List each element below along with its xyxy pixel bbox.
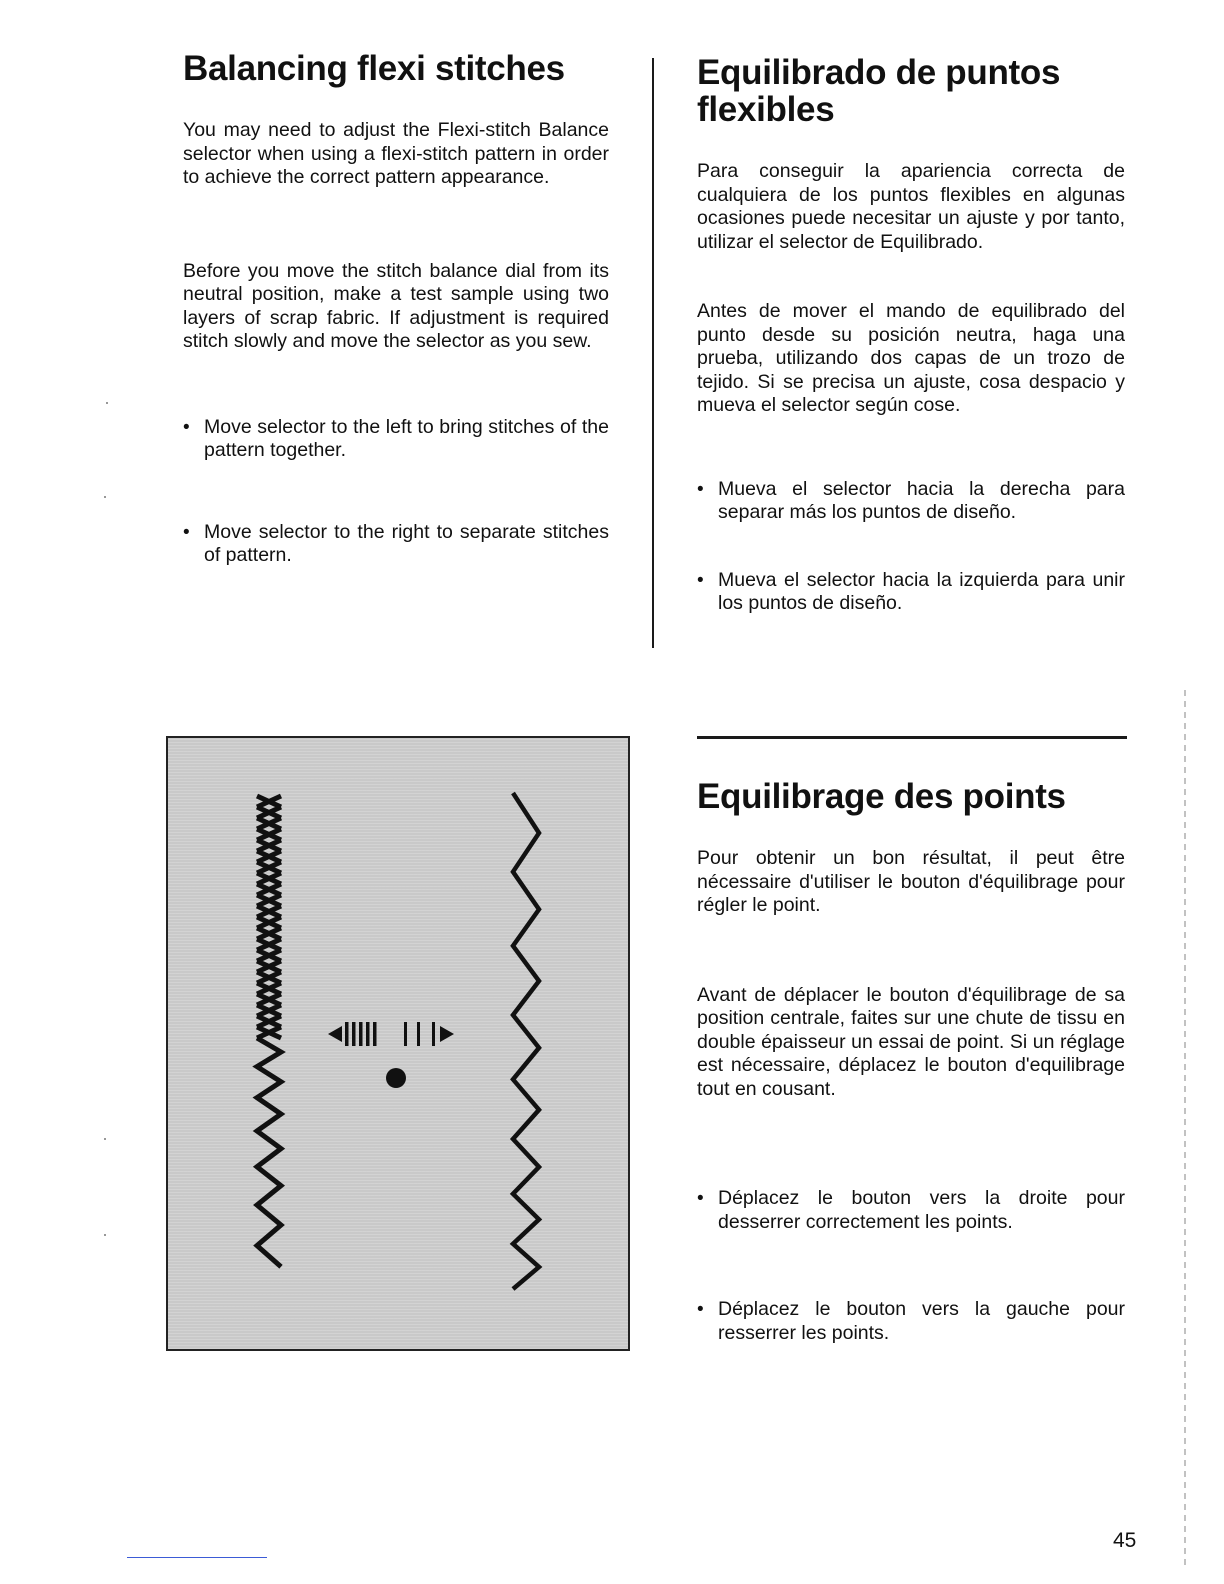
separated-stitch-pattern [513, 793, 539, 1289]
scan-speck [106, 402, 108, 404]
left-arrow-icon [328, 1026, 342, 1042]
selector-tick [352, 1022, 356, 1046]
bullet-text: Mueva el selector hacia la derecha para separar más los puntos de diseño. [718, 477, 1125, 523]
balance-selector-icon [328, 1022, 454, 1088]
bullet-marker: • [697, 569, 704, 591]
english-instructions: Before you move the stitch balance dial from its neutral position, make a test sample using two layers of scrap fabric. If adjustment is required stitch slowly and move the selector as you sew. [183, 259, 609, 352]
english-bullet-left [183, 416, 609, 463]
bullet-marker: • [183, 521, 190, 543]
english-bullet-right [183, 521, 609, 568]
scan-speck [104, 1234, 106, 1236]
spanish-intro: Para conseguir la apariencia correcta de cualquiera de los puntos flexibles en algunas ocasiones puede necesitar un ajuste y por tanto, utilizar el selector de Equilibrado. [697, 160, 1125, 253]
bullet-text: Déplacez le bouton vers la droite pour desserrer correctement les points. [718, 1187, 1125, 1233]
selector-tick [359, 1022, 363, 1046]
french-intro: Pour obtenir un bon résultat, il peut être nécessaire d'utiliser le bouton d'équilibrage pour régler le point. [697, 847, 1125, 916]
spanish-column [697, 54, 1125, 616]
page-number: 45 [1113, 1529, 1137, 1552]
selector-tick [404, 1022, 407, 1046]
section-rule [697, 736, 1127, 739]
scan-speck [104, 1138, 106, 1140]
french-bullet-left [697, 1298, 1125, 1345]
bullet-text: Move selector to the left to bring stitches of the pattern together. [204, 415, 609, 461]
bullet-marker: • [183, 416, 190, 438]
selector-tick [432, 1022, 435, 1046]
bullet-marker: • [697, 1188, 704, 1209]
bullet-marker: • [697, 478, 704, 500]
footer-line [127, 1557, 267, 1558]
compressed-stitch-pattern [257, 796, 281, 1267]
french-title: Equilibrage des points [697, 777, 1066, 816]
english-intro: You may need to adjust the Flexi-stitch Balance selector when using a flexi-stitch pattern in order to achieve the correct pattern appearance. [183, 119, 609, 188]
scan-edge-artifact [1184, 690, 1186, 1570]
selector-tick [417, 1022, 420, 1046]
stitch-line [513, 793, 539, 1289]
spanish-bullet-right [697, 478, 1125, 525]
spanish-bullet-left [697, 569, 1125, 616]
french-instructions: Avant de déplacer le bouton d'équilibrage de sa position centrale, faites sur une chute de tissu en double épaisseur un essai de point. Si un réglage est nécessaire, déplacez le bouton d'equilibrage tout en cousant. [697, 983, 1125, 1100]
bullet-marker: • [697, 1299, 704, 1320]
scan-speck [104, 496, 106, 498]
stitch-line [257, 796, 281, 1267]
english-column [183, 50, 609, 568]
bullet-text: Move selector to the right to separate stitches of pattern. [204, 520, 609, 566]
right-arrow-icon [440, 1026, 454, 1042]
selector-tick [366, 1022, 370, 1046]
english-title: Balancing flexi stitches [183, 49, 565, 88]
stitch-balance-illustration [166, 736, 630, 1351]
bullet-text: Mueva el selector hacia la izquierda para unir los puntos de diseño. [718, 568, 1125, 614]
french-column [697, 778, 1125, 1345]
spanish-title: Equilibrado de puntos flexibles [697, 53, 1061, 129]
column-divider [652, 58, 654, 648]
stitch-diagram [168, 738, 628, 1349]
selector-tick [373, 1022, 377, 1046]
spanish-instructions: Antes de mover el mando de equilibrado del punto desde su posición neutra, haga una prueba, utilizando dos capas de un trozo de tejido. Si se precisa un ajuste, cosa despacio y mueva el selector según cose. [697, 300, 1125, 416]
neutral-position-dot [386, 1068, 406, 1088]
selector-tick [345, 1022, 349, 1046]
french-bullet-right [697, 1187, 1125, 1234]
bullet-text: Déplacez le bouton vers la gauche pour resserrer les points. [718, 1298, 1125, 1344]
